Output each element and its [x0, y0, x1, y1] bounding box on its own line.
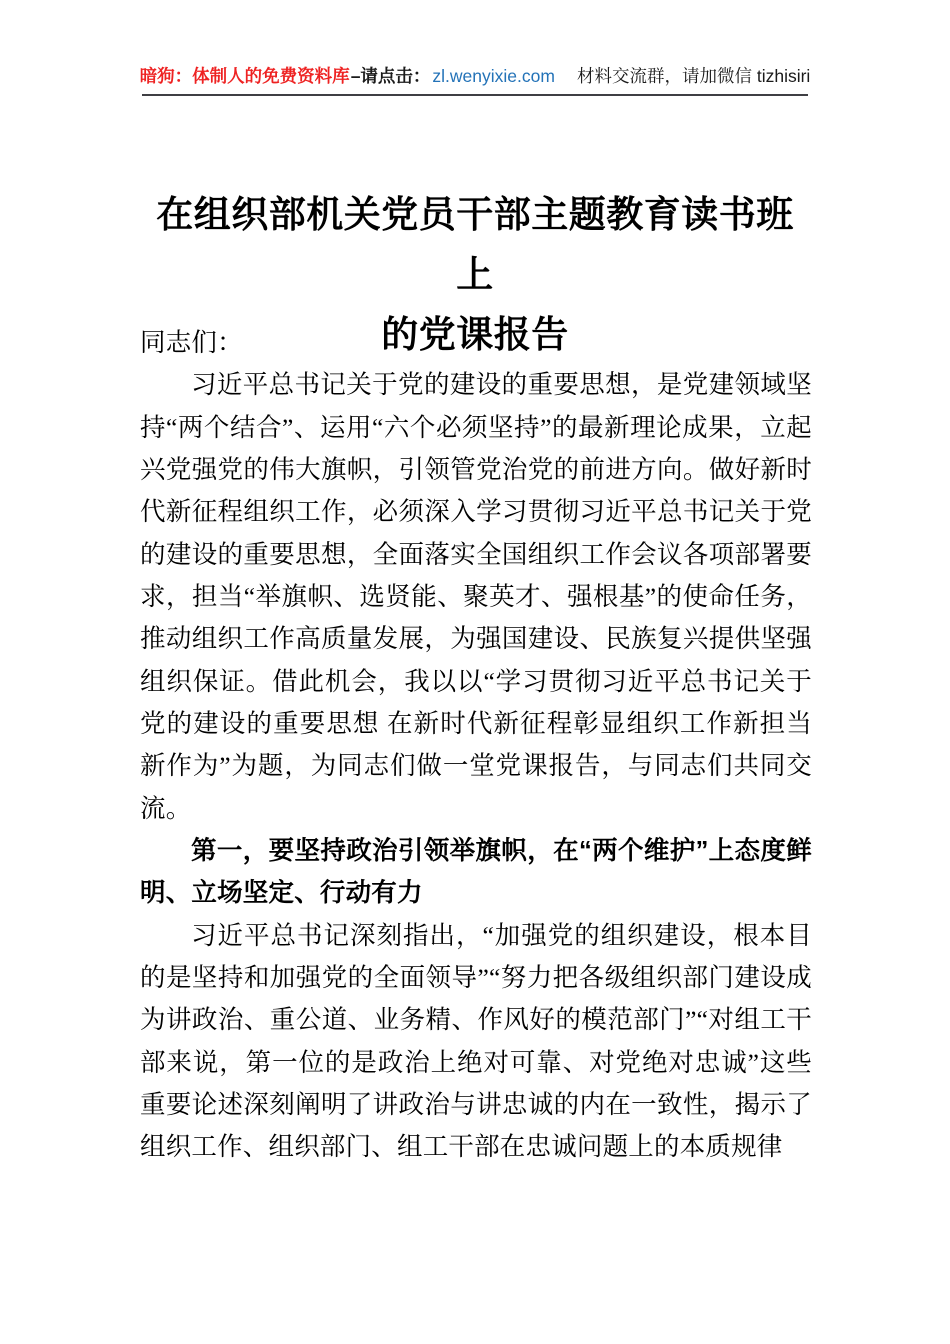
promo-header-banner [139, 60, 811, 96]
body-paragraph-1: 习近平总书记关于党的建设的重要思想，是党建领域坚持“两个结合”、运用“六个必须坚持”的最新理论成果，立起兴党强党的伟大旗帜，引领管党治党的前进方向。做好新时代新征程组织工作，必须深入学习贯彻习近平总书记关于党的建设的重要思想，全面落实全国组织工作会议各项部署要求，担当“举旗帜、选贤能、聚英才、强根基”的使命任务，推动组织工作高质量发展，为强国建设、民族复兴提供坚强组织保证。借此机会，我以以“学习贯彻习近平总书记关于党的建设的重要思想 在新时代新征程彰显组织工作新担当新作为”为题，为同志们做一堂党课报告，与同志们共同交流。 [140, 370, 812, 823]
document-body [140, 322, 812, 1169]
promo-click-prompt: –请点击： [350, 66, 431, 87]
body-paragraph-2: 习近平总书记深刻指出，“加强党的组织建设，根本目的是坚持和加强党的全面领导”“努力把各级组织部门建设成为讲政治、重公道、业务精、作风好的模范部门”“对组工干部来说，第一位的是政治上绝对可靠、对党绝对忠诚”这些重要论述深刻阐明了讲政治与讲忠诚的内在一致性，揭示了组织工作、组织部门、组工干部在忠诚问题上的本质规律 [140, 920, 812, 1162]
promo-wechat-note: 材料交流群，请加微信 tizhisiri [576, 66, 811, 87]
salutation: 同志们： [140, 328, 243, 357]
promo-site-name: 暗狗：体制人的免费资料库 [139, 66, 350, 87]
section-heading-1: 第一，要坚持政治引领举旗帜，在“两个维护”上态度鲜明、立场坚定、行动有力 [140, 836, 812, 908]
page-title-line-2: 的党课报告 [381, 313, 569, 355]
promo-site-link[interactable]: zl.wenyixie.com [432, 66, 555, 87]
page-title-line-1: 在组织部机关党员干部主题教育读书班上 [156, 193, 794, 295]
page-bottom-margin [0, 1212, 950, 1344]
